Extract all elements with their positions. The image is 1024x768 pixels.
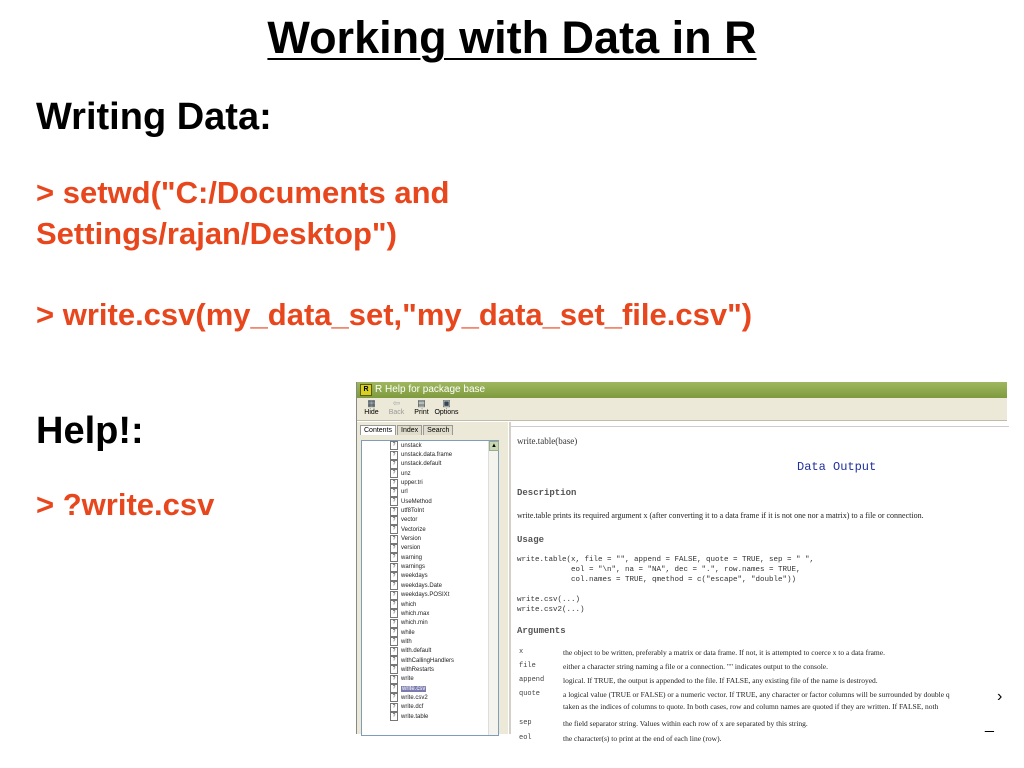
topic-item[interactable] (390, 712, 454, 721)
help-topic-icon: ? (390, 665, 398, 674)
doc-title: Data Output (797, 460, 877, 474)
topic-item[interactable] (390, 441, 454, 450)
write-csv-command: > write.csv(my_data_set,"my_data_set_file.csv") (36, 297, 753, 332)
options-icon: ▣ (442, 398, 451, 408)
help-topic-icon: ? (390, 525, 398, 534)
divider (511, 426, 1009, 427)
topic-item[interactable] (390, 478, 454, 487)
topic-label: with.default (401, 648, 432, 655)
argument-name: file (519, 662, 536, 670)
description-heading: Description (517, 488, 577, 498)
argument-description: either a character string naming a file or a connection. "" indicates output to the console. (563, 662, 828, 671)
r-help-window (356, 382, 1007, 743)
help-topic-icon: ? (390, 693, 398, 702)
r-app-icon: R (360, 384, 372, 396)
topic-item[interactable] (390, 488, 454, 497)
setwd-command-line2: Settings/rajan/Desktop") (36, 216, 397, 251)
argument-name: quote (519, 690, 541, 698)
help-topic-icon: ? (390, 469, 398, 478)
setwd-command-line1: > setwd("C:/Documents and (36, 175, 450, 210)
help-topic-icon: ? (390, 516, 398, 525)
topic-label: unz (401, 470, 411, 477)
topic-item[interactable] (390, 581, 454, 590)
help-topic-icon: ? (390, 572, 398, 581)
topic-item[interactable] (390, 656, 454, 665)
help-topic-icon: ? (390, 553, 398, 562)
argument-description: the object to be written, preferably a matrix or data frame. If not, it is attempted to coerce x to a data frame. (563, 648, 885, 657)
topic-list-scrollbar[interactable] (488, 441, 498, 735)
help-topic-icon: ? (390, 675, 398, 684)
topic-label: write.dcf (401, 704, 424, 711)
topic-label: withCallingHandlers (401, 657, 455, 664)
help-topic-icon: ? (390, 544, 398, 553)
topic-label: unstack.data.frame (401, 452, 453, 459)
topic-item[interactable] (390, 469, 454, 478)
topic-item[interactable] (390, 506, 454, 515)
topic-label: Version (401, 536, 422, 543)
usage-heading: Usage (517, 535, 545, 545)
topic-item[interactable] (390, 516, 454, 525)
topic-label: write (401, 676, 414, 683)
topic-item[interactable] (390, 693, 454, 702)
topic-item[interactable] (390, 591, 454, 600)
argument-name: x (519, 648, 524, 656)
options-label: Options (434, 409, 459, 416)
topic-item[interactable] (390, 534, 454, 543)
topic-label: unstack (401, 442, 422, 449)
topic-item[interactable] (390, 637, 454, 646)
navigation-pane (357, 422, 508, 734)
topic-item[interactable] (390, 450, 454, 459)
slide-title: Working with Data in R (267, 12, 757, 63)
nav-tabs (357, 422, 508, 435)
topic-label: while (401, 629, 415, 636)
topic-item[interactable] (390, 647, 454, 656)
help-topic-icon: ? (390, 507, 398, 516)
window-title: R Help for package base (375, 384, 486, 395)
topic-label: weekdays.Date (401, 582, 443, 589)
topic-label: which.min (401, 620, 428, 627)
help-topic-icon: ? (390, 609, 398, 618)
topic-label: weekdays.POSIXt (401, 592, 450, 599)
topic-label: utf8ToInt (401, 508, 425, 515)
print-button[interactable] (409, 398, 434, 420)
help-topic-icon: ? (390, 637, 398, 646)
usage-code: write.table(x, file = "", append = FALSE, quote = TRUE, sep = " ", eol = "\n", na = "NA", dec = ".", row.names = TRUE, col.names = TRUE, qmethod = c("escape", "double")) write.csv(...) write.csv2(...) (517, 556, 815, 614)
topic-label: write.csv (402, 685, 426, 692)
help-topic-icon: ? (390, 628, 398, 637)
hide-icon: ▦ (367, 398, 376, 408)
topic-item[interactable] (390, 675, 454, 684)
topic-item[interactable] (390, 460, 454, 469)
help-content-pane (509, 422, 1009, 743)
help-topic-icon: ? (390, 497, 398, 506)
help-topic-icon: ? (390, 441, 398, 450)
topic-items (390, 441, 454, 721)
topic-label: warning (401, 554, 423, 561)
back-button[interactable] (384, 398, 409, 420)
argument-description: the field separator string. Values within each row of x are separated by this string. (563, 719, 808, 728)
argument-description: taken as the indices of columns to quote. In both cases, row and column names are quoted if they are written. If FALSE, noth (563, 702, 939, 711)
help-topic-icon: ? (390, 460, 398, 469)
topic-label: write.table (401, 713, 429, 720)
topic-item[interactable] (390, 609, 454, 618)
help-topic-icon: ? (390, 684, 398, 693)
help-topic-icon: ? (390, 703, 398, 712)
help-topic-icon: ? (390, 451, 398, 460)
topic-label: version (401, 545, 421, 552)
back-label: Back (388, 409, 405, 416)
topic-item[interactable] (390, 619, 454, 628)
help-topic-icon: ? (390, 488, 398, 497)
topic-label: warnings (401, 564, 426, 571)
topic-item[interactable] (390, 665, 454, 674)
help-topic-icon: ? (390, 535, 398, 544)
argument-description: a logical value (TRUE or FALSE) or a numeric vector. If TRUE, any character or factor columns will be surrounded by double q (563, 690, 950, 699)
argument-description: logical. If TRUE, the output is appended to the file. If FALSE, any existing file of the name is destroyed. (563, 676, 878, 685)
topic-item[interactable] (390, 562, 454, 571)
help-topic-icon: ? (390, 563, 398, 572)
scroll-up-icon[interactable]: ▲ (489, 441, 499, 451)
topic-label: with (401, 638, 412, 645)
topic-label: unstack.default (401, 461, 442, 468)
help-topic-icon: ? (390, 712, 398, 721)
topic-label: weekdays (401, 573, 428, 580)
topic-label: which (401, 601, 417, 608)
help-topic-icon: ? (390, 479, 398, 488)
argument-name: append (519, 676, 545, 684)
toolbar (357, 398, 1007, 421)
description-text: write.table prints its required argument x (after converting it to a data frame if it is not one nor a matrix) to a file or connection. (517, 511, 924, 520)
help-topic-icon: ? (390, 581, 398, 590)
help-command: > ?write.csv (36, 487, 215, 522)
tab-contents[interactable]: Contents (360, 425, 396, 435)
topic-item[interactable] (390, 497, 454, 506)
back-arrow-icon: ⇦ (392, 398, 401, 408)
topic-item[interactable] (390, 600, 454, 609)
topic-item[interactable] (390, 703, 454, 712)
tab-index[interactable]: Index (397, 425, 422, 435)
topic-label: which.max (401, 610, 430, 617)
topic-label: write.csv2 (401, 694, 428, 701)
topic-label: vector (401, 517, 418, 524)
options-button[interactable] (434, 398, 459, 420)
edge-arrow-glyph: › (997, 688, 1003, 705)
topic-item[interactable] (390, 553, 454, 562)
help-topic-icon: ? (390, 656, 398, 665)
arguments-heading: Arguments (517, 626, 566, 636)
hide-button[interactable] (359, 398, 384, 420)
tab-search[interactable]: Search (423, 425, 453, 435)
topic-item[interactable] (390, 525, 454, 534)
topic-label: upper.tri (401, 480, 423, 487)
printer-icon: ▤ (417, 398, 426, 408)
argument-name: eol (519, 734, 532, 742)
help-topic-icon: ? (390, 600, 398, 609)
argument-description: the character(s) to print at the end of each line (row). (563, 734, 722, 743)
help-topic-icon: ? (390, 619, 398, 628)
argument-name: sep (519, 719, 532, 727)
window-titlebar[interactable] (357, 382, 1007, 398)
doc-breadcrumb: write.table(base) (517, 436, 578, 446)
topic-item[interactable] (390, 572, 454, 581)
topic-label: UseMethod (401, 498, 432, 505)
topic-item[interactable] (390, 684, 454, 693)
setwd-command (36, 172, 449, 254)
topic-list[interactable] (361, 440, 499, 736)
help-heading: Help!: (36, 410, 144, 452)
writing-data-heading: Writing Data: (36, 96, 272, 138)
edge-dash-glyph: _ (985, 716, 994, 733)
print-label: Print (414, 409, 429, 416)
topic-label: url (401, 489, 408, 496)
help-topic-icon: ? (390, 647, 398, 656)
topic-item[interactable] (390, 544, 454, 553)
topic-label: withRestarts (401, 666, 435, 673)
help-topic-icon: ? (390, 591, 398, 600)
topic-item[interactable] (390, 628, 454, 637)
topic-label: Vectorize (401, 526, 426, 533)
hide-label: Hide (364, 409, 379, 416)
